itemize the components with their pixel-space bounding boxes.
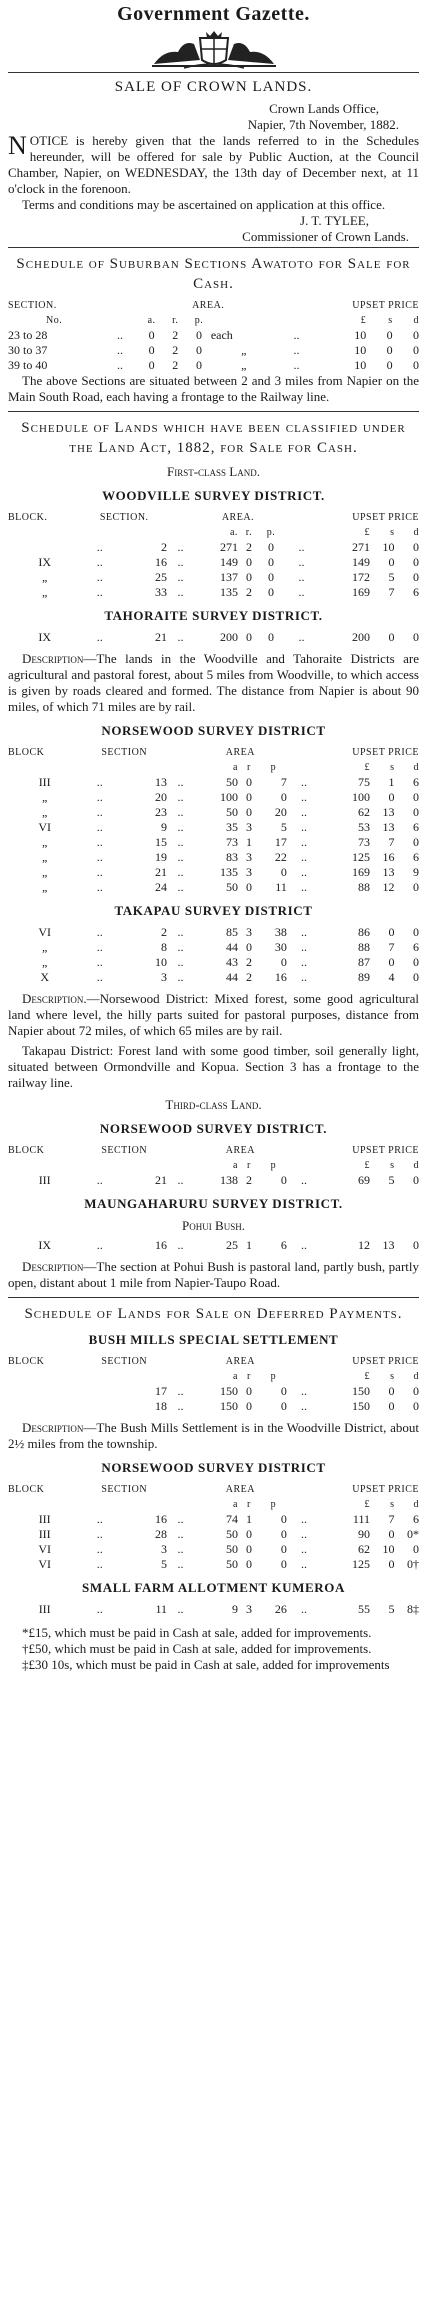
table-row: „ .. 20 .. 100 0 0 .. 100 0 0 (42, 790, 419, 804)
col-area: AREA (225, 747, 255, 758)
table-row: III .. 11 .. 9 3 26 .. 55 5 8‡ (38, 1602, 419, 1616)
suburban-description: The above Sections are situated between 2 and 3 miles from Napier on the Main South Road, each having a frontage to the Railway line. (8, 373, 419, 404)
woodville-units-row: a. r. p. £ s d (229, 527, 419, 538)
classified-heading: Schedule of Lands which have been classified under the Land Act, 1882, for Sale for Cash. (21, 420, 406, 456)
takapau-district-title: TAKAPAU SURVEY DISTRICT (114, 903, 313, 918)
gazette-page (8, 0, 419, 1673)
norsewood-header-row (8, 745, 419, 760)
signature-name: J. T. TYLEE, (300, 213, 369, 228)
footnote: †£50, which must be paid in Cash at sale, added for improvements. (22, 1641, 372, 1656)
royal-coat-of-arms-icon (144, 30, 284, 70)
col-area: AREA (225, 1484, 255, 1495)
norsewood-third-class-title: NORSEWOOD SURVEY DISTRICT. (99, 1121, 328, 1136)
table-row: „ .. 21 .. 135 3 0 .. 169 13 9 (42, 865, 419, 879)
suburban-header-row (8, 298, 419, 313)
col-upset-price: UPSET PRICE (352, 1356, 419, 1367)
woodville-header-row (8, 510, 419, 525)
table-row: .. 2 .. 271 2 0 .. 271 10 0 (96, 540, 419, 554)
col-upset-price: UPSET PRICE (352, 747, 419, 758)
col-area: AREA. (192, 300, 225, 311)
norsewood-table (8, 745, 419, 895)
office-address (8, 101, 399, 133)
col-section: SECTION (101, 1356, 148, 1367)
col-no: No. (45, 315, 63, 326)
bush-mills-table (8, 1354, 419, 1414)
section-rule (8, 1297, 419, 1298)
maungaharuru-table (8, 1238, 419, 1253)
norsewood-deferred-header-row (8, 1482, 419, 1497)
table-row: VI .. 3 .. 50 0 0 .. 62 10 0 (38, 1542, 419, 1556)
terms-paragraph: Terms and conditions may be ascertained on application at this office. (22, 197, 386, 212)
table-row: „ .. 23 .. 50 0 20 .. 62 13 0 (42, 805, 419, 819)
table-row: „ .. 10 .. 43 2 0 .. 87 0 0 (42, 955, 419, 969)
norsewood-deferred-table (8, 1482, 419, 1572)
table-row: 18 .. 150 0 0 .. 150 0 0 (155, 1399, 419, 1413)
footnote: *£15, which must be paid in Cash at sale, added for improvements. (22, 1625, 372, 1640)
bush-mills-header-row (8, 1354, 419, 1369)
takapau-table (8, 925, 419, 985)
bush-mills-title: BUSH MILLS SPECIAL SETTLEMENT (88, 1332, 339, 1347)
tahoraite-district-title: TAHORAITE SURVEY DISTRICT. (104, 608, 323, 623)
table-row: III .. 13 .. 50 0 7 .. 75 1 6 (38, 775, 419, 789)
col-area: AREA (225, 1145, 255, 1156)
norsewood-units-row: a r p £ s d (232, 762, 419, 773)
woodville-district-title: WOODVILLE SURVEY DISTRICT. (102, 488, 325, 503)
norsewood-district-title: NORSEWOOD SURVEY DISTRICT (101, 723, 326, 738)
footnotes (8, 1625, 419, 1673)
kumeroa-table (8, 1602, 419, 1617)
col-upset-price: UPSET PRICE (352, 1484, 419, 1495)
table-row: VI .. 9 .. 35 3 5 .. 53 13 6 (38, 820, 419, 834)
table-row: 39 to 40 .. 0 2 0 „ .. 10 0 0 (8, 358, 419, 372)
suburban-table (8, 298, 419, 373)
col-block: BLOCK (8, 1145, 45, 1156)
col-block: BLOCK (8, 747, 45, 758)
col-section: SECTION. (8, 300, 57, 311)
col-section: SECTION (101, 1484, 148, 1495)
table-row: III .. 28 .. 50 0 0 .. 90 0 0* (38, 1527, 419, 1541)
woodville-tahoraite-description: Description—The lands in the Woodville and Tahoraite Districts are agricultural and pastoral forest, about 5 miles from Woodville, to which access is given by roads cleared and formed. The distance from Napier is about 90 miles, of which 71 miles are by rail. (8, 651, 419, 714)
bush-mills-units-row: a r p £ s d (232, 1371, 419, 1382)
maungaharuru-district-title: MAUNGAHARURU SURVEY DISTRICT. (84, 1196, 343, 1211)
col-block: BLOCK. (8, 512, 48, 523)
section-rule (8, 411, 419, 412)
table-row: 17 .. 150 0 0 .. 150 0 0 (155, 1384, 419, 1398)
deferred-heading: Schedule of Lands for Sale on Deferred Payments. (24, 1306, 403, 1322)
norsewood-deferred-units-row: a r p £ s d (232, 1499, 419, 1510)
third-class-label: Third-class Land. (165, 1097, 262, 1112)
office-line-1: Crown Lands Office, (269, 101, 379, 116)
masthead-rule (8, 72, 419, 73)
norsewood-third-units-row: a r p £ s d (232, 1160, 419, 1171)
col-section: SECTION (101, 1145, 148, 1156)
takapau-description: Takapau District: Forest land with some good timber, soil generally light, situated between Ormondville and Kopua. Section 3 has a frontage to the railway line. (8, 1043, 419, 1090)
col-upset-price: UPSET PRICE (352, 1145, 419, 1156)
notice-paragraph: NOTICE is hereby given that the lands referred to in the Schedules hereunder, will be offered for sale by Public Auction, at the Council Chamber, Napier, on WEDNESDAY, the 13th day of December next, at 11 o'clock in the forenoon. (8, 131, 419, 196)
suburban-units-row: No. a. r. p. £ s d (8, 313, 419, 328)
table-row: IX .. 16 .. 25 1 6 .. 12 13 0 (38, 1238, 419, 1252)
table-row: „ .. 15 .. 73 1 17 .. 73 7 0 (42, 835, 419, 849)
woodville-table (8, 510, 419, 600)
masthead: Government Gazette. (117, 3, 310, 25)
pohui-bush-description: Description—The section at Pohui Bush is pastoral land, partly bush, partly open, distant about 1 mile from Napier-Taupo Road. (8, 1259, 419, 1290)
pohui-bush-label: Pohui Bush. (182, 1218, 245, 1233)
kumeroa-title: SMALL FARM ALLOTMENT KUMEROA (82, 1580, 345, 1595)
norsewood-third-header-row (8, 1143, 419, 1158)
sale-title: SALE OF CROWN LANDS. (114, 79, 313, 95)
table-row: „ .. 25 .. 137 0 0 .. 172 5 0 (42, 570, 419, 584)
signature-title: Commissioner of Crown Lands. (242, 229, 409, 244)
norsewood-takapau-description: Description.—Norsewood District: Mixed forest, some good agricultural land where level, the hilly parts suited for pastoral purposes, distance from Napier about 72 miles, of which 65 miles are by rail. (8, 991, 419, 1038)
col-area: AREA (225, 1356, 255, 1367)
table-row: „ .. 24 .. 50 0 11 .. 88 12 0 (42, 880, 419, 894)
norsewood-deferred-title: NORSEWOOD SURVEY DISTRICT (101, 1460, 326, 1475)
col-area: AREA. (221, 512, 255, 523)
col-upset-price: UPSET PRICE (352, 512, 419, 523)
col-section: SECTION. (99, 512, 149, 523)
first-class-label: First-class Land. (166, 464, 260, 479)
signature-block (8, 213, 409, 245)
table-row: X .. 3 .. 44 2 16 .. 89 4 0 (40, 970, 419, 984)
col-upset-price: UPSET PRICE (352, 300, 419, 311)
tahoraite-table (8, 630, 419, 645)
footnote: ‡£30 10s, which must be paid in Cash at sale, added for improvements (22, 1657, 390, 1672)
table-row: VI .. 5 .. 50 0 0 .. 125 0 0† (38, 1557, 419, 1571)
norsewood-third-class-table (8, 1143, 419, 1188)
table-row: „ .. 19 .. 83 3 22 .. 125 16 6 (42, 850, 419, 864)
table-row: IX .. 16 .. 149 0 0 .. 149 0 0 (38, 555, 419, 569)
suburban-heading: Schedule of Suburban Sections Awatoto for Sale for Cash. (16, 256, 411, 292)
table-row: III .. 21 .. 138 2 0 .. 69 5 0 (38, 1173, 419, 1187)
col-section: SECTION (101, 747, 148, 758)
col-block: BLOCK (8, 1484, 45, 1495)
bush-mills-description: Description—The Bush Mills Settlement is in the Woodville District, about 2½ miles from the township. (8, 1420, 419, 1451)
section-rule (8, 247, 419, 248)
table-row: III .. 16 .. 74 1 0 .. 111 7 6 (38, 1512, 419, 1526)
table-row: 30 to 37 .. 0 2 0 „ .. 10 0 0 (8, 343, 419, 357)
office-line-2: Napier, 7th November, 1882. (247, 117, 399, 132)
col-block: BLOCK (8, 1356, 45, 1367)
table-row: IX .. 21 .. 200 0 0 .. 200 0 0 (38, 630, 419, 644)
table-row: VI .. 2 .. 85 3 38 .. 86 0 0 (38, 925, 419, 939)
table-row: „ .. 33 .. 135 2 0 .. 169 7 6 (42, 585, 419, 599)
table-row: 23 to 28 .. 0 2 0 each .. 10 0 0 (8, 328, 419, 342)
table-row: „ .. 8 .. 44 0 30 .. 88 7 6 (42, 940, 419, 954)
